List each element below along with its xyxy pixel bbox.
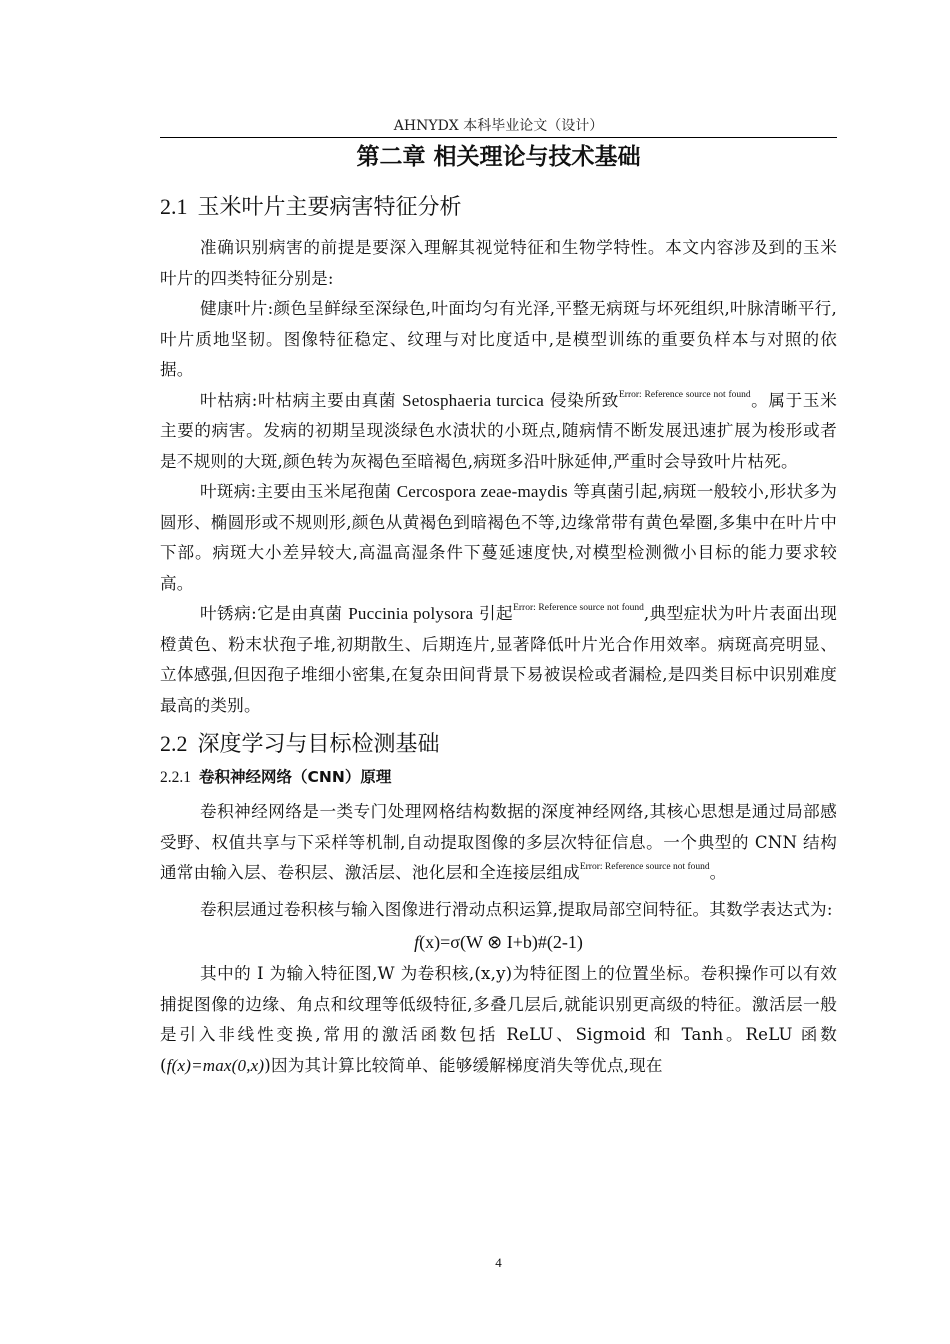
paragraph-cnn-intro: 卷积神经网络是一类专门处理网格结构数据的深度神经网络,其核心思想是通过局部感受野、权值共享与下采样等机制,自动提取图像的多层次特征信息。一个典型的 CNN 结构通常由输入层、卷积层、激活层、池化层和全连接层组成$^{Error: Reference source not found}$。 (160, 802, 837, 882)
paragraph-activation: 其中的 I 为输入特征图,W 为卷积核,(x,y)为特征图上的位置坐标。卷积操作可以有效捕捉图像的边缘、角点和纹理等低级特征,多叠几层后,就能识别更高级的特征。激活层一般是引入非线性变换,常用的激活函数包括 ReLU、Sigmoid 和 Tanh。ReLU 函数(f(x)=max(0,x))因为其计算比较简单、能够缓解梯度消失等优点,现在 (160, 964, 837, 1075)
section-heading-2-2 (160, 727, 837, 762)
section-heading-2-1 (160, 190, 837, 225)
inline-formula-relu: f(x)=max(0,x) (166, 1055, 265, 1075)
chapter-title: 第二章 相关理论与技术基础 (356, 144, 641, 170)
subsection-title: 卷积神经网络（CNN）原理 (199, 768, 392, 786)
equation-body: (x)=σ(W ⊗ I+b)#(2-1) (419, 932, 583, 952)
species-name: Setosphaeria turcica (402, 390, 544, 410)
paragraph-conv-layer: 卷积层通过卷积核与输入图像进行滑动点积运算,提取局部空间特征。其数学表达式为: (200, 899, 833, 919)
species-name: Puccinia polysora (348, 604, 474, 623)
reference-error: Error: Reference source not found (579, 862, 710, 872)
reference-error: Error: Reference source not found (513, 603, 644, 613)
section-number: 2.2 (160, 731, 188, 756)
running-header: AHNYDX 本科毕业论文（设计） (393, 118, 604, 134)
page-number: 4 (495, 1255, 502, 1270)
paragraph-leaf-spot: 叶斑病:主要由玉米尾孢菌 Cercospora zeae-maydis 等真菌引起,病斑一般较小,形状多为圆形、椭圆形或不规则形,颜色从黄褐色到暗褐色不等,边缘常带有黄色晕圈,多集中在叶片中下部。病斑大小差异较大,高温高湿条件下蔓延速度快,对模型检测微小目标的能力要求较高。 (160, 482, 837, 593)
section-title: 玉米叶片主要病害特征分析 (197, 195, 462, 220)
subsection-number: 2.2.1 (160, 769, 191, 786)
section-number: 2.1 (160, 194, 188, 219)
paragraph-leaf-rust: 叶锈病:它是由真菌 Puccinia polysora 引起$^{Error: Reference source not found}$,典型症状为叶片表面出现橙黄色、粉末状孢子堆,初期散生、后期连片,显著降低叶片光合作用效率。病斑高亮明显、立体感强,但因孢子堆细小密集,在复杂田间背景下易被误检或者漏检,是四类目标中识别难度最高的类别。 (160, 603, 838, 715)
equation-2-1 (160, 927, 837, 957)
paragraph-intro: 准确识别病害的前提是要深入理解其视觉特征和生物学特性。本文内容涉及到的玉米叶片的四类特征分别是: (160, 238, 837, 288)
header-rule (160, 137, 837, 138)
species-name: Cercospora zeae-maydis (396, 482, 568, 501)
subsection-heading-2-2-1 (160, 764, 837, 791)
main-content (160, 190, 837, 1081)
paragraph-leaf-blight: 叶枯病:叶枯病主要由真菌 Setosphaeria turcica 侵染所致$^{Error: Reference source not found}$。属于玉米主要的病害。发病的初期呈现淡绿色水渍状的小斑点,随病情不断发展迅速扩展为梭形或者是不规则的大斑,颜色转为灰褐色至暗褐色,病斑多沿叶脉延伸,严重时会导致叶片枯死。 (160, 389, 837, 471)
reference-error: Error: Reference source not found (618, 389, 751, 400)
paragraph-healthy-leaf: 健康叶片:颜色呈鲜绿至深绿色,叶面均匀有光泽,平整无病斑与坏死组织,叶脉清晰平行,叶片质地坚韧。图像特征稳定、纹理与对比度适中,是模型训练的重要负样本与对照的依据。 (160, 299, 837, 379)
section-title: 深度学习与目标检测基础 (197, 732, 440, 757)
equation-function: f (414, 932, 420, 952)
